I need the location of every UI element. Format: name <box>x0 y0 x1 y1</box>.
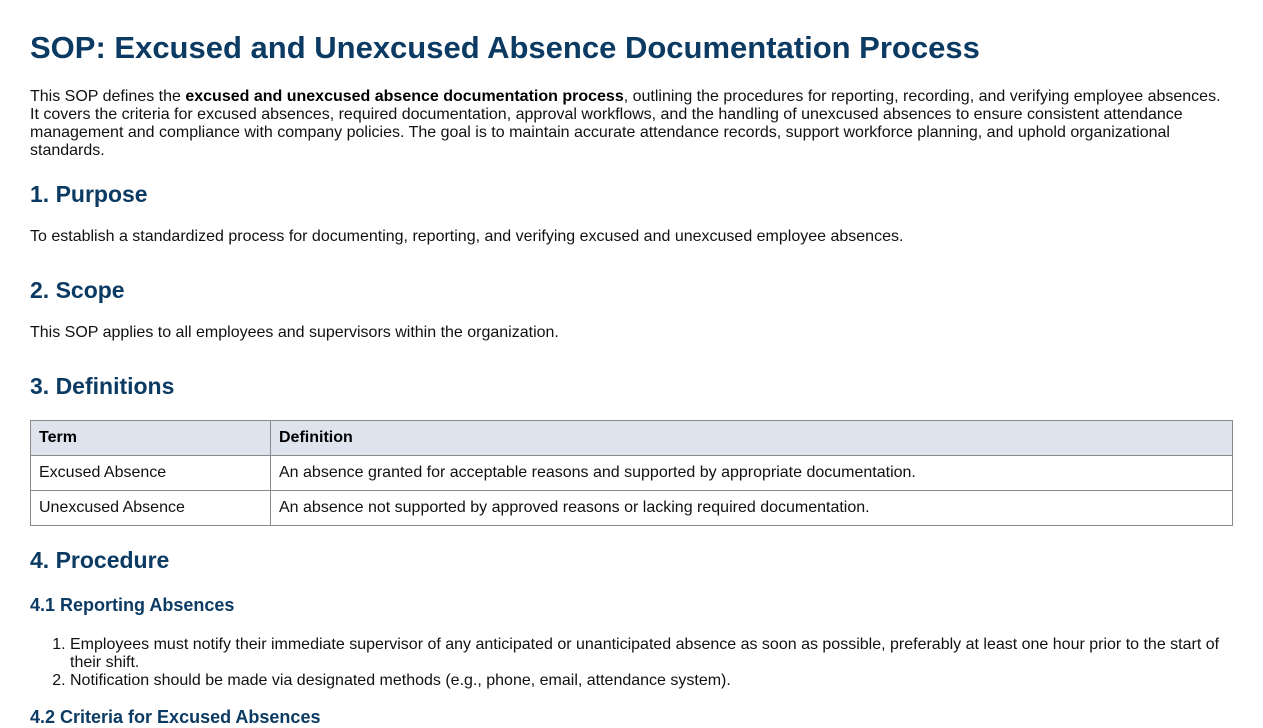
definitions-heading: 3. Definitions <box>30 373 175 399</box>
intro-bold-text: excused and unexcused absence documentation process <box>185 88 624 105</box>
intro-text-start: This SOP defines the <box>30 88 186 105</box>
procedure-heading: 4. Procedure <box>30 547 170 573</box>
intro-paragraph <box>30 88 1225 160</box>
term-cell: Excused Absence <box>31 456 271 491</box>
term-cell: Unexcused Absence <box>31 491 271 526</box>
list-item: 2. Notification should be made via designated methods (e.g., phone, email, attendance system). <box>70 672 1225 690</box>
definition-cell: An absence not supported by approved reasons or lacking required documentation. <box>271 491 1233 526</box>
table-row <box>31 456 1233 491</box>
definition-cell: An absence granted for acceptable reasons and supported by appropriate documentation. <box>271 456 1233 491</box>
page-title: SOP: Excused and Unexcused Absence Documentation Process <box>30 30 980 65</box>
table-header-row <box>31 421 1233 456</box>
scope-heading: 2. Scope <box>30 277 125 303</box>
column-header-definition: Definition <box>271 421 1233 456</box>
definitions-table <box>30 420 1233 526</box>
list-item: 1. Employees must notify their immediate supervisor of any anticipated or unanticipated absence as soon as possible, preferably at least one hour prior to the start of their shift. <box>70 636 1225 672</box>
purpose-text: To establish a standardized process for documenting, reporting, and verifying excused and unexcused employee absences. <box>30 228 904 245</box>
reporting-steps-list <box>30 636 1225 690</box>
scope-text: This SOP applies to all employees and supervisors within the organization. <box>30 324 559 341</box>
reporting-absences-heading: 4.1 Reporting Absences <box>30 595 235 615</box>
purpose-heading: 1. Purpose <box>30 181 148 207</box>
excused-criteria-heading: 4.2 Criteria for Excused Absences <box>30 707 321 727</box>
intro-text-end: , outlining the procedures for reporting, recording, and verifying employee absences. It covers the criteria for excused absences, required documentation, approval workflows, and the handling of unexcused absences to ensure consistent attendance management and compliance with company policies. The goal is to maintain accurate attendance records, support workforce planning, and uphold organizational standards. <box>30 88 1221 159</box>
table-row <box>31 491 1233 526</box>
column-header-term: Term <box>31 421 271 456</box>
